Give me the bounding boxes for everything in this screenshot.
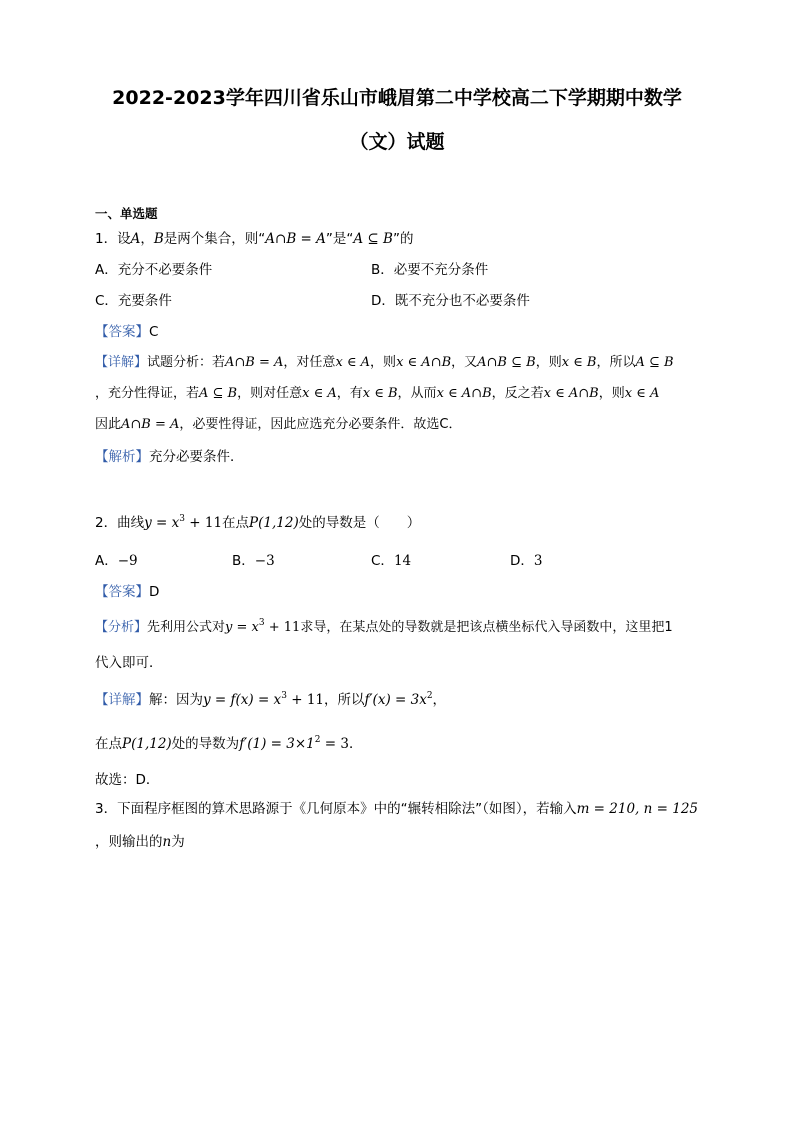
q1-detail-line-2: ，充分性得证，若A ⊆ B，则对任意x ∈ A，有x ∈ B，从而x ∈ A∩B，反之若x ∈ A∩B，则x ∈ A xyxy=(95,386,660,401)
q1-option-a: A．充分不必要条件 xyxy=(95,262,213,278)
analysis-tag: 【解析】 xyxy=(95,449,149,465)
q2-analysis-line-2: 代入即可． xyxy=(95,655,163,671)
q1-answer: 【答案】C xyxy=(95,324,159,340)
q3-stem-line-2: ，则输出的n为 xyxy=(95,834,185,850)
page-title-line-2: （文）试题 xyxy=(349,131,445,153)
q2-number: 2． xyxy=(95,515,118,531)
answer-tag: 【答案】 xyxy=(95,584,149,600)
page-title-line-1: 2022-2023学年四川省乐山市峨眉第二中学校高二下学期期中数学 xyxy=(112,87,682,109)
q2-detail-line-1: 【详解】解：因为$y = f(x) = x^3 + 11$，所以$f'(x) = 3x^2$， xyxy=(95,691,447,708)
q2-option-c: C．14 xyxy=(371,553,412,569)
q3-number: 3． xyxy=(95,801,118,817)
q2-stem: 2．曲线$y = x^3 + 11$在点P(1,12)处的导数是（ ） xyxy=(95,514,421,531)
q2-answer: 【答案】D xyxy=(95,584,160,600)
q1-stem: 1．设A，B是两个集合，则“A∩B = A”是“A ⊆ B”的 xyxy=(95,231,414,247)
q1-number: 1． xyxy=(95,231,118,247)
q2-detail-line-2: 在点P(1,12)处的导数为$f'(1) = 3\times 1^2 = 3$． xyxy=(95,735,363,752)
q1-detail-line-3: 因此A∩B = A，必要性得证，因此应选充分必要条件．故选C． xyxy=(95,417,462,432)
q2-option-b: B．−3 xyxy=(232,553,275,569)
q3-stem-line-1: 3．下面程序框图的算术思路源于《几何原本》中的“辗转相除法”（如图），若输入m = 210, n = 125 xyxy=(95,801,698,817)
q1-option-d: D．既不充分也不必要条件 xyxy=(371,293,530,309)
detail-tag: 【详解】 xyxy=(95,692,149,708)
answer-tag: 【答案】 xyxy=(95,324,149,340)
q1-analysis: 【解析】充分必要条件． xyxy=(95,449,244,465)
q2-option-a: A．−9 xyxy=(95,553,138,569)
fenxi-tag: 【分析】 xyxy=(95,620,148,635)
q1-option-c: C．充要条件 xyxy=(95,293,172,309)
section-heading: 一、单选题 xyxy=(95,206,158,221)
q1-option-b: B．必要不充分条件 xyxy=(371,262,489,278)
q2-choose: 故选：D． xyxy=(95,772,160,788)
q2-option-d: D．3 xyxy=(510,553,543,569)
q2-analysis-line-1: 【分析】先利用公式对$y = x^3 + 11$求导，在某点处的导数就是把该点横坐标代入导函数中，这里把1 xyxy=(95,618,673,635)
detail-tag: 【详解】 xyxy=(95,355,148,370)
q1-detail-line-1: 【详解】试题分析：若A∩B = A，对任意x ∈ A，则x ∈ A∩B，又A∩B ⊆ B，则x ∈ B，所以A ⊆ B xyxy=(95,355,674,370)
